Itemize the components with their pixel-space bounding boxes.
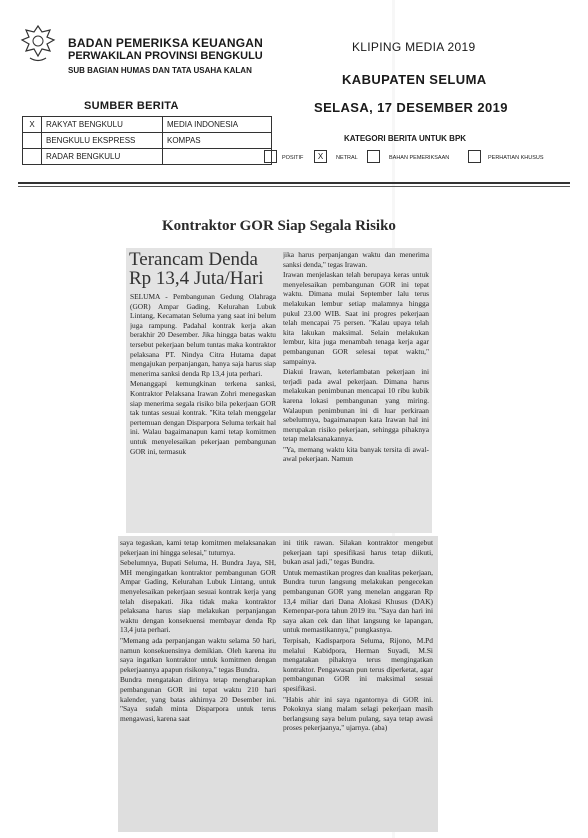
source-right: MEDIA INDONESIA xyxy=(163,117,272,133)
org-division: SUB BAGIAN HUMAS DAN TATA USAHA KALAN xyxy=(68,66,252,75)
category-title: KATEGORI BERITA UNTUK BPK xyxy=(344,134,467,143)
category-label-netral: NETRAL xyxy=(336,155,358,161)
header-divider xyxy=(18,182,570,184)
source-left: BENGKULU EKSPRESS xyxy=(42,133,163,149)
paragraph: Terpisah, Kadisparpora Seluma, Rijono, M.Pd melalui Kabidpora, Herman Suyadi, M.Si mengatakan pihaknya terus mengingatkan kontraktor. Pengawasan pun terus diperketat, agar pembangunan GOR ini maksimal sesuai spesifikasi. xyxy=(283,635,433,693)
category-label-khusus: PERHATIAN KHUSUS xyxy=(488,155,544,161)
paragraph: jika harus perpanjangan waktu dan menerima sanksi denda," tegas Irawan. xyxy=(283,250,429,269)
article-column-3 xyxy=(120,538,276,830)
source-mark xyxy=(23,133,42,149)
region-title: KABUPATEN SELUMA xyxy=(342,72,487,87)
source-left: RADAR BENGKULU xyxy=(42,149,163,165)
category-checkbox-bahan xyxy=(367,150,380,163)
paragraph: "Habis ahir ini saya ngantornya di GOR ini. Pokoknya siang malam selagi pekerjaan masih berlangsung saya belum pulang, saya tetap awasi proses pekerjaanya," ujarnya. (aba) xyxy=(283,694,433,733)
paragraph: SELUMA - Pembangunan Gedung Olahraga (GOR) Ampar Gading, Kelurahan Lubuk Lintang, Kecamatan Seluma yang saat ini belum juga rampung. Padahal kontrak kerja akan berakhir 20 Desember. Jika hingga batas waktu tersebut pekerjaan belum tuntas maka kontraktor pelaksana PT. Nindya Citra Hutama dapat mengajukan perpanjangan, hanya saja harus siap menerima sanksi denda Rp 13,4 juta perhari. xyxy=(130,292,276,378)
article-column-1 xyxy=(130,292,276,532)
source-left: RAKYAT BENGKULU xyxy=(42,117,163,133)
category-label-positif: POSITIF xyxy=(282,155,304,161)
source-row xyxy=(23,117,272,133)
paragraph: Menanggapi kemungkinan terkena sanksi, Kontraktor Pelaksana Irawan Zohri menegaskan siap menerima segala risiko bila pekerjaan GOR tak tuntas sesuai kontrak. "Kita telah menggelar pertemuan dengan Disparpora Seluma terkait hal ini. Walau bagaimanapun kami tetap komitmen untuk menyelesaikan pekerjaan pembangunan GOR ini, termasuk xyxy=(130,379,276,456)
header-divider-thin xyxy=(18,186,570,187)
source-table xyxy=(22,116,272,165)
paragraph: Bundra mengatakan dirinya tetap mengharapkan pembangunan GOR ini tepat waktu 210 hari kalender, yang batas akhirnya 20 Desember ini. "Saya sudah minta Disparpora untuk terus mengawasi, karena saat xyxy=(120,675,276,723)
source-title: SUMBER BERITA xyxy=(84,100,179,112)
paragraph: "Memang ada perpanjangan waktu selama 50 hari, namun konsekuensinya demikian. Oleh karena itu saya ingatkan kontraktor untuk komitmen dengan pekerjaannya apapun risikonya," tegas Bundra. xyxy=(120,635,276,674)
article-headline: Kontraktor GOR Siap Segala Risiko xyxy=(162,218,396,234)
paragraph: saya tegaskan, kami tetap komitmen melaksanakan pekerjaan ini hingga selesai," tuturnya. xyxy=(120,538,276,557)
paragraph: ini titik rawan. Silakan kontraktor mengebut pekerjaan tapi spesifikasi harus tetap diikuti, bukan asal jadi," tegas Bundra. xyxy=(283,538,433,567)
kliping-title: KLIPING MEDIA 2019 xyxy=(352,40,476,54)
source-mark xyxy=(23,149,42,165)
source-right xyxy=(163,149,272,165)
article-column-2 xyxy=(283,250,429,532)
subhead-line-2: Rp 13,4 Juta/Hari xyxy=(129,268,264,289)
source-row xyxy=(23,149,272,165)
source-row xyxy=(23,133,272,149)
article-column-4 xyxy=(283,538,433,830)
paragraph: Irawan menjelaskan telah berupaya keras untuk menyelesaikan pembangunan GOR ini tepat waktu. Dimana mulai September lalu terus melakukan lembur setiap malamnya hingga pukul 23.00 WIB. Saat ini progres pekerjaan telah mencapai 75 persen. "Kalau upaya telah kita lakukan maksimal. Selain melakukan lembur, kita juga menambah tenaga kerja agar pembangunan GOR selesai tepat waktu," sampainya. xyxy=(283,270,429,366)
org-name: BADAN PEMERIKSA KEUANGAN xyxy=(68,36,264,50)
source-right: KOMPAS xyxy=(163,133,272,149)
paragraph: "Ya, memang waktu kita banyak tersita di awal-awal pekerjaan. Namun xyxy=(283,444,429,464)
category-checkbox-netral: X xyxy=(314,150,327,163)
category-label-bahan: BAHAN PEMERIKSAAN xyxy=(389,155,450,161)
subhead-line-1: Terancam Denda xyxy=(129,249,258,270)
paragraph: Untuk memastikan progres dan kualitas pekerjaan, Bundra turun langsung melakukan pengecekan pembangunan GOR yang menelan anggaran Rp 13,4 miliar dari Dana Alokasi Khusus (DAK) Kemenpar-pora tahun 2019 itu. "Saya dan hari ini saya akan cek dan lihat langsung ke lapangan, untuk memastikannya," pungkasnya. xyxy=(283,567,433,635)
clip-date: SELASA, 17 DESEMBER 2019 xyxy=(314,100,508,115)
paragraph: Diakui Irawan, keterlambatan pekerjaan ini terjadi pada awal pekerjaan. Dimana harus melakukan penimbunan mencapai 10 ribu kubik karena lokasi pembangunan yang miring. Walaupun penimbunan ini di luar perkiraan sebelumnya, bagaimanapun kata Irawan hal ini merupakan risiko pekerjaan, sehingga pihaknya tetap melaksanakannya. xyxy=(283,367,429,444)
category-checkbox-positif xyxy=(264,150,277,163)
bpk-logo xyxy=(20,24,56,64)
article-subhead xyxy=(129,250,264,288)
category-checkbox-khusus xyxy=(468,150,481,163)
source-mark: X xyxy=(23,117,42,133)
paragraph: Sebelumnya, Bupati Seluma, H. Bundra Jaya, SH, MH mengingatkan kontraktor pembangunan GOR Ampar Gading, Kelurahan Lubuk Lintang, untuk menyelesaikan pekerjaan sesuai kontrak kerja yang telah disepakati. Jika tidak maka kontraktor pelaksana harus siap melakukan perpanjangan waktu dengan konsekuensi membayar denda Rp 13,4 juta perhari. xyxy=(120,558,276,635)
org-branch: PERWAKILAN PROVINSI BENGKULU xyxy=(68,50,263,62)
